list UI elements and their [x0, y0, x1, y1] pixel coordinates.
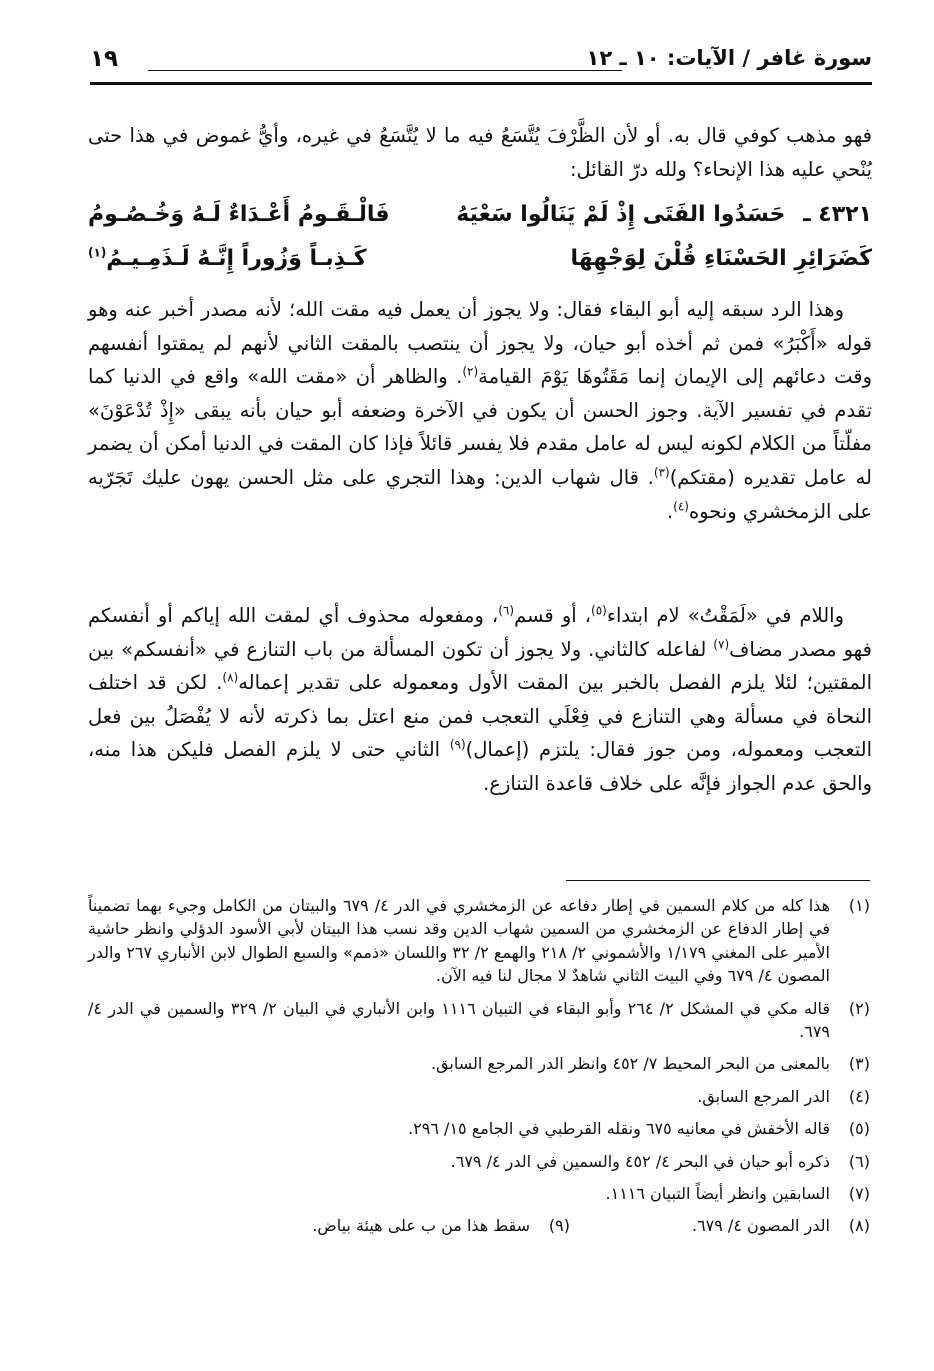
poem-line-1-a: حَسَدُوا الفَتَى إِذْ لَمْ يَنَالُوا سَعْيَهُ [456, 202, 786, 227]
footnote-2 [88, 997, 870, 1044]
paragraph-1-text: فهو مذهب كوفي قال به. أو لأن الظَّرْفَ يُتَّسَعُ فيه ما لا يُتَّسَعُ في غيره، وأيُّ غموض في هذا حتى يُنْحي عليه هذا الإنحاء؟ ولله درّ القائل: [88, 124, 872, 181]
footnote-ref-2[interactable]: (٢) [462, 364, 479, 379]
footnote-text: السابقين وانظر أيضاً التبيان ١١١٦. [605, 1184, 830, 1204]
footnote-ref-5[interactable]: (٥) [591, 603, 607, 618]
para3-part-1: واللام في «لَمَقْتُ» لام ابتداء [606, 604, 844, 627]
footnote-text: بالمعنى من البحر المحيط ٧/ ٤٥٢ وانظر الدر المرجع السابق. [430, 1054, 830, 1074]
para2-part-2: . والظاهر أن «مقت الله» واقع في الدنيا كما تقدم في تفسير الآية. وجوز الحسن أن يكون في الآخرة وضعفه أبو حيان بأنه يبقى «إِذْ تُدْعَوْنَ» مفلّتاً من الكلام لكونه ليس له عامل مقدم فلا يفسر قائلاً فإذا كان المقت في الدنيا أمكن أن يضمر له عامل تقديره (مقتكم) [88, 365, 872, 489]
poem-line-1-first-hemistich [456, 193, 872, 237]
page-header [90, 44, 872, 85]
footnote-8 [570, 1214, 870, 1237]
footnote-number: (٩) [548, 1216, 570, 1236]
poem-line-2-second-hemistich [88, 237, 367, 281]
footnote-ref-8[interactable]: (٨) [222, 670, 239, 685]
footnote-text: قاله مكي في المشكل ٢/ ٢٦٤ وأبو البقاء في التبيان ١١١٦ وابن الأنباري في البيان ٢/ ٣٢٩ والسمين في الدر ٤/ ٦٧٩. [88, 998, 831, 1042]
footnote-ref-9[interactable]: (٩) [449, 737, 466, 752]
footnote-number: (٣) [848, 1054, 870, 1074]
footnote-ref-1[interactable]: (١) [88, 245, 107, 260]
page-number: ١٩ [90, 46, 119, 72]
para3-part-4: لفاعله كالثاني. ولا يجوز أن تكون المسألة من باب التنازع في «أنفسكم» بين المقتين؛ لئلا يلزم الفصل بالخبر بين المقت الأول ومعموله على تقدير إعماله [88, 637, 872, 695]
footnote-text: ذكره أبو حيان في البحر ٤/ ٤٥٢ والسمين في الدر ٤/ ٦٧٩. [450, 1151, 830, 1171]
para3-part-3: ، ومفعوله محذوف أي لمقت الله إياكم أو أنفسكم فهو مصدر مضاف [88, 604, 872, 661]
footnote-7 [88, 1182, 870, 1205]
footnote-9 [270, 1214, 570, 1237]
poem-line-2 [88, 237, 872, 281]
paragraph-1 [88, 119, 872, 186]
poem-number: ٤٣٢١ ـ [803, 202, 872, 227]
footnote-row-8-9 [88, 1214, 870, 1246]
footnote-text: قاله الأخفش في معانيه ٦٧٥ ونقله القرطبي في الجامع ١٥/ ٢٩٦. [408, 1119, 830, 1139]
footnote-6 [88, 1150, 870, 1173]
footnote-number: (١) [848, 896, 870, 915]
footnote-text: هذا كله من كلام السمين في إطار دفاعه عن الزمخشري في الدر ٤/ ٦٧٩ والبيتان من الكامل وجيء بهما تضميناً في إطار الدفاع عن الزمخشري من السمين شهاب الدين وقد نسب هذا البيتان لأبي الأسود الدؤلي وانظر حاشية الأمير على المغني ١/١٧٩ والأشموني ٢/ ٢١٨ والهمع ٢/ ٣٢ واللسان «ذمم» والسبع الطوال لابن الأنباري ٢٦٧ والدر المصون ٤/ ٦٧٩ وفي البيت الثاني شاهدٌ لا مجال لنا فيه الآن. [88, 896, 831, 986]
footnote-1 [88, 894, 870, 988]
footnote-separator [566, 880, 870, 881]
paragraph-2-text [88, 293, 872, 528]
footnote-text: الدر المرجع السابق. [697, 1086, 830, 1106]
poem-line-2-b: كَـذِبـاً وَزُوراً إِنَّـهُ لَـذَمِـيـمُ [106, 246, 367, 271]
paragraph-3 [88, 599, 872, 801]
footnote-4 [88, 1085, 870, 1108]
footnote-number: (٢) [848, 998, 870, 1018]
footnote-number: (٥) [848, 1119, 870, 1139]
footnote-ref-4[interactable]: (٤) [673, 499, 689, 514]
footnotes [88, 894, 870, 1247]
paragraph-3-text [88, 599, 872, 801]
footnote-ref-7[interactable]: (٧) [713, 637, 730, 652]
para3-part-2: ، أو قسم [514, 604, 592, 627]
para2-part-1: وهذا الرد سبقه إليه أبو البقاء فقال: ولا يجوز أن يعمل فيه مقت الله؛ لأنه مصدر أخبر عنه وهو قوله «أَكْبَرُ» فمن ثم أخذه أبو حيان، ولا يجوز أن ينتصب بالمقت الثاني لأنهم لم يمقتوا أنفسهم وقت دعائهم إلى الإيمان إنما مَقَتُوهَا يَوْمَ القيامة [88, 298, 872, 389]
footnote-text: سقط هذا من ب على هيئة بياض. [312, 1216, 530, 1236]
footnote-text: الدر المصون ٤/ ٦٧٩. [691, 1216, 830, 1236]
poem-line-1-b: فَالْـقَـومُ أَعْـدَاءٌ لَـهُ وَخُـصُـومُ [88, 202, 390, 227]
para2-part-3: . قال شهاب الدين: وهذا التجري على مثل الحسن يهون عليك تَجَرّيه على الزمخشري ونحوه [88, 465, 872, 523]
footnote-number: (٤) [848, 1086, 870, 1106]
footnote-number: (٧) [848, 1184, 870, 1204]
footnote-number: (٨) [848, 1216, 870, 1236]
para2-part-4: . [666, 499, 674, 523]
header-rule [148, 70, 622, 71]
poem-verse [88, 193, 872, 281]
header-title: سورة غافر / الآيات: ١٠ ـ ١٢ [586, 46, 872, 70]
footnote-ref-6[interactable]: (٦) [498, 603, 515, 618]
para3-part-6: الثاني حتى لا يلزم الفصل فليكن هذا منه، والحق عدم الجواز فإنَّه على خلاف قاعدة التنازع. [88, 738, 872, 795]
footnote-ref-3[interactable]: (٣) [653, 465, 670, 480]
poem-line-1 [88, 193, 872, 237]
footnote-5 [88, 1117, 870, 1140]
footnote-number: (٦) [848, 1151, 870, 1171]
para3-part-5: . لكن قد اختلف النحاة في مسألة وهي التنازع في فِعْلَي التعجب فمن منع اعتل بما ذكرته لأنه لا يُفْصَلُ بين فعل التعجب ومعموله، ومن جوز فقال: يلتزم (إعمال) [88, 671, 873, 762]
footnote-3 [88, 1052, 870, 1075]
paragraph-2 [88, 293, 872, 528]
poem-line-2-a: كَضَرَائِرِ الحَسْنَاءِ قُلْنَ لِوَجْهِهَا [570, 246, 872, 271]
